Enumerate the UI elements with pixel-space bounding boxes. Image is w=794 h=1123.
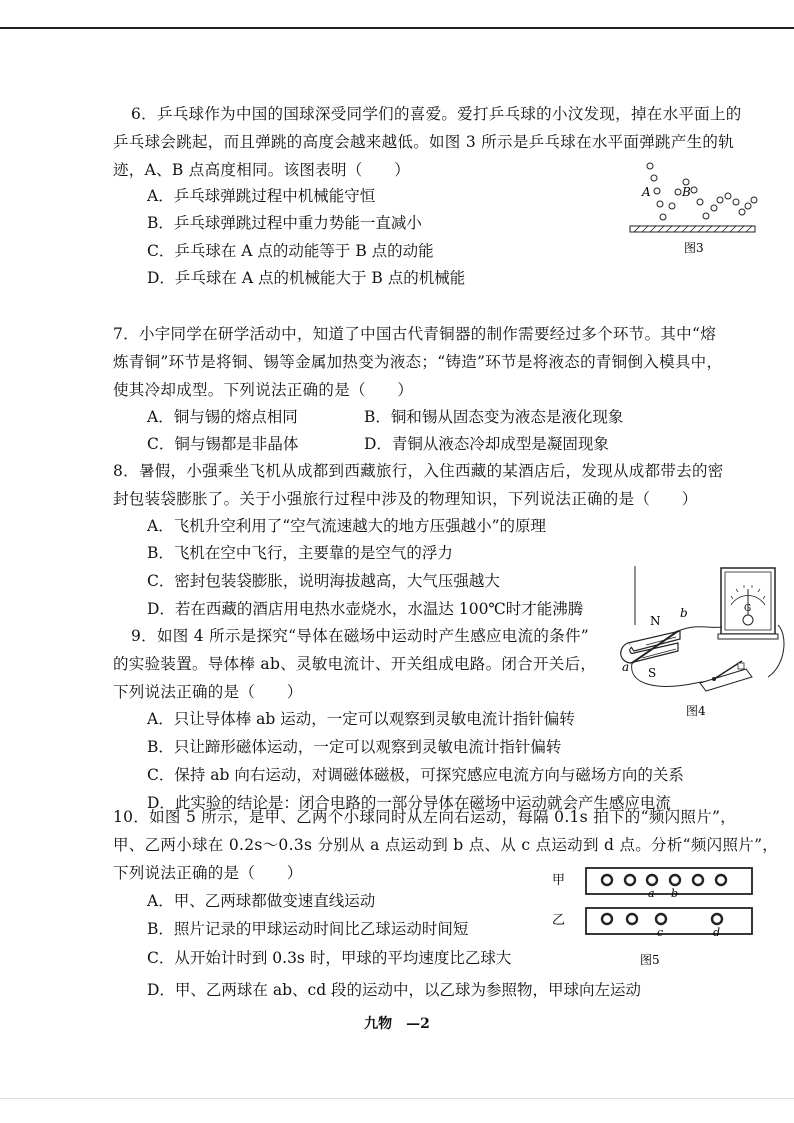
q6-option-b[interactable]: B．乒乓球弹跳过程中重力势能一直减小: [147, 214, 422, 232]
q7-stem-1: 7．小宇同学在研学活动中，知道了中国古代青铜器的制作需要经过多个环节。其中“熔: [113, 325, 716, 343]
q6-option-d[interactable]: D．乒乓球在 A 点的机械能大于 B 点的机械能: [147, 269, 466, 287]
q10-option-b[interactable]: B．照片记录的甲球运动时间比乙球运动时间短: [147, 920, 469, 938]
fig5-point-a: a: [648, 887, 655, 900]
q6-option-c[interactable]: C．乒乓球在 A 点的动能等于 B 点的动能: [147, 242, 434, 260]
q9-option-b[interactable]: B．只让蹄形磁体运动，一定可以观察到灵敏电流计指针偏转: [147, 738, 562, 756]
bottom-border: [0, 1098, 794, 1099]
q7-option-d[interactable]: D．青铜从液态冷却成型是凝固现象: [364, 435, 609, 453]
q9-option-a[interactable]: A．只让导体棒 ab 运动，一定可以观察到灵敏电流计指针偏转: [147, 710, 575, 728]
fig3-caption: 图3: [684, 241, 704, 255]
fig4-pole-n: N: [650, 614, 661, 628]
fig4-caption: 图4: [686, 704, 706, 718]
q7-stem-3: 使其冷却成型。下列说法正确的是（ ）: [113, 381, 414, 399]
fig4-rod-b: b: [680, 606, 688, 620]
fig5-point-b: b: [671, 887, 679, 900]
q8-option-d[interactable]: D．若在西藏的酒店用电热水壶烧水，水温达 100℃时才能沸腾: [147, 600, 584, 618]
page-footer: 九物 —2: [364, 1016, 430, 1032]
q9-stem-3: 下列说法正确的是（ ）: [113, 683, 303, 701]
fig4-rod-a: a: [622, 660, 630, 674]
q9-stem-1: 9．如图 4 所示是探究“导体在磁场中运动时产生感应电流的条件”: [131, 627, 590, 645]
q9-option-c[interactable]: C．保持 ab 向右运动，对调磁体磁极，可探究感应电流方向与磁场方向的关系: [147, 766, 684, 784]
fig5-point-d: d: [713, 926, 721, 939]
fig3-label-b: B: [682, 185, 691, 199]
fig5-row-yi-label: 乙: [552, 913, 566, 928]
q6-stem-1: 6．乒乓球作为中国的国球深受同学们的喜爱。爱打乒乓球的小汶发现，掉在水平面上的: [131, 105, 742, 123]
q10-stem-1: 10．如图 5 所示，是甲、乙两个小球同时从左向右运动，每隔 0.1s 拍下的“频闪照片”，: [113, 808, 737, 826]
fig5-caption: 图5: [640, 953, 660, 967]
q8-stem-1: 8．暑假，小强乘坐飞机从成都到西藏旅行，入住西藏的某酒店后，发现从成都带去的密: [113, 462, 724, 480]
fig4-pole-s: S: [648, 666, 657, 680]
figure-4-induction-apparatus: [618, 565, 788, 730]
q8-option-b[interactable]: B．飞机在空中飞行，主要靠的是空气的浮力: [147, 544, 453, 562]
q8-option-a[interactable]: A．飞机升空利用了“空气流速越大的地方压强越小”的原理: [147, 517, 547, 535]
q10-option-d[interactable]: D．甲、乙两球在 ab、cd 段的运动中，以乙球为参照物，甲球向左运动: [147, 981, 642, 999]
q10-option-a[interactable]: A．甲、乙两球都做变速直线运动: [147, 892, 376, 910]
q10-option-c[interactable]: C．从开始计时到 0.3s 时，甲球的平均速度比乙球大: [147, 949, 512, 967]
q6-stem-3: 迹，A、B 点高度相同。该图表明（ ）: [113, 161, 411, 179]
fig5-point-c: c: [657, 926, 664, 939]
q6-stem-2: 乒乓球会跳起，而且弹跳的高度会越来越低。如图 3 所示是乒乓球在水平面弹跳产生的轨: [113, 133, 735, 151]
q8-option-c[interactable]: C．密封包装袋膨胀，说明海拔越高，大气压强越大: [147, 572, 500, 590]
q10-stem-3: 下列说法正确的是（ ）: [113, 864, 303, 882]
fig4-galvanometer-label: G: [744, 604, 752, 614]
figure-5-strobe-photos: [546, 862, 766, 972]
figure-3-ball-bounce: [620, 160, 765, 260]
q7-option-a[interactable]: A．铜与锡的熔点相同: [147, 408, 298, 426]
q7-option-c[interactable]: C．铜与锡都是非晶体: [147, 435, 299, 453]
q7-stem-2: 炼青铜”环节是将铜、锡等金属加热变为液态；“铸造”环节是将液态的青铜倒入模具中，: [113, 353, 723, 371]
q9-stem-2: 的实验装置。导体棒 ab、灵敏电流计、开关组成电路。闭合开关后，: [113, 655, 597, 673]
q9-option-d[interactable]: D．此实验的结论是：闭合电路的一部分导体在磁场中运动就会产生感应电流: [147, 794, 671, 812]
q10-stem-2: 甲、乙两小球在 0.2s～0.3s 分别从 a 点运动到 b 点、从 c 点运动到 d 点。分析“频闪照片”，: [113, 836, 779, 854]
q6-option-a[interactable]: A．乒乓球弹跳过程中机械能守恒: [147, 187, 376, 205]
fig3-label-a: A: [642, 185, 651, 199]
top-border: [0, 27, 794, 29]
q7-option-b[interactable]: B．铜和锡从固态变为液态是液化现象: [364, 408, 624, 426]
fig5-row-jia-label: 甲: [552, 873, 566, 888]
q8-stem-2: 封包装袋膨胀了。关于小强旅行过程中涉及的物理知识，下列说法正确的是（ ）: [113, 490, 698, 508]
